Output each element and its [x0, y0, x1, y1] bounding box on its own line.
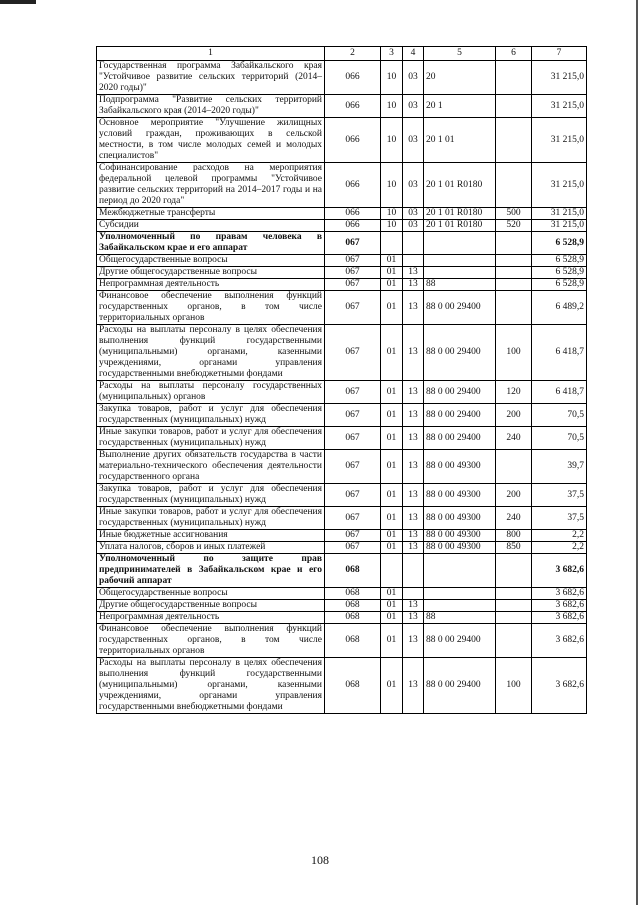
row-code-cell: 067	[325, 255, 381, 267]
row-expense-type-cell	[496, 255, 532, 267]
row-subsection-cell	[403, 255, 424, 267]
row-amount-cell: 6 418,7	[532, 325, 587, 381]
row-target-article-cell: 88 0 00 29400	[424, 404, 496, 427]
row-code-cell: 067	[325, 427, 381, 450]
row-expense-type-cell	[496, 279, 532, 291]
row-section-cell: 10	[381, 61, 403, 95]
row-expense-type-cell: 200	[496, 484, 532, 507]
row-subsection-cell	[403, 588, 424, 600]
table-row	[97, 554, 587, 588]
row-subsection-cell: 13	[403, 279, 424, 291]
row-amount-cell: 31 215,0	[532, 163, 587, 208]
header-col-6: 6	[496, 47, 532, 61]
page-number: 108	[311, 853, 329, 867]
row-section-cell: 01	[381, 291, 403, 325]
row-amount-cell: 37,5	[532, 484, 587, 507]
row-subsection-cell	[403, 554, 424, 588]
table-row	[97, 600, 587, 612]
page-edge	[636, 0, 638, 905]
row-code-cell: 067	[325, 404, 381, 427]
row-section-cell: 01	[381, 588, 403, 600]
row-code-cell: 067	[325, 484, 381, 507]
row-amount-cell: 3 682,6	[532, 588, 587, 600]
row-section-cell: 01	[381, 279, 403, 291]
header-row	[97, 47, 587, 61]
table-row	[97, 95, 587, 118]
row-name-cell: Подпрограмма "Развитие сельских территорий Забайкальского края (2014–2020 годы)"	[97, 95, 325, 118]
row-subsection-cell: 13	[403, 624, 424, 658]
table-row	[97, 530, 587, 542]
row-code-cell: 066	[325, 163, 381, 208]
row-target-article-cell: 88 0 00 49300	[424, 507, 496, 530]
row-name-cell: Другие общегосударственные вопросы	[97, 600, 325, 612]
row-expense-type-cell: 500	[496, 208, 532, 220]
row-subsection-cell: 13	[403, 404, 424, 427]
row-section-cell: 01	[381, 381, 403, 404]
row-amount-cell: 6 528,9	[532, 279, 587, 291]
row-target-article-cell	[424, 255, 496, 267]
table-row	[97, 208, 587, 220]
row-code-cell: 066	[325, 208, 381, 220]
table-row	[97, 624, 587, 658]
row-target-article-cell: 88 0 00 49300	[424, 450, 496, 484]
row-subsection-cell: 03	[403, 163, 424, 208]
table-row	[97, 220, 587, 232]
row-subsection-cell: 13	[403, 291, 424, 325]
row-name-cell: Непрограммная деятельность	[97, 612, 325, 624]
row-expense-type-cell	[496, 624, 532, 658]
row-expense-type-cell: 100	[496, 658, 532, 714]
row-code-cell: 068	[325, 588, 381, 600]
row-amount-cell: 2,2	[532, 542, 587, 554]
row-name-cell: Другие общегосударственные вопросы	[97, 267, 325, 279]
header-col-4: 4	[403, 47, 424, 61]
row-subsection-cell: 13	[403, 600, 424, 612]
row-section-cell: 01	[381, 325, 403, 381]
row-expense-type-cell: 100	[496, 325, 532, 381]
row-expense-type-cell	[496, 291, 532, 325]
table-row	[97, 279, 587, 291]
row-section-cell: 01	[381, 255, 403, 267]
row-expense-type-cell: 800	[496, 530, 532, 542]
row-target-article-cell: 20 1 01 R0180	[424, 208, 496, 220]
row-section-cell: 01	[381, 612, 403, 624]
row-amount-cell: 6 528,9	[532, 255, 587, 267]
row-name-cell: Финансовое обеспечение выполнения функций государственных органов, в том числе территориальных органов	[97, 624, 325, 658]
row-section-cell: 01	[381, 427, 403, 450]
header-col-5: 5	[424, 47, 496, 61]
row-expense-type-cell: 240	[496, 507, 532, 530]
row-expense-type-cell: 520	[496, 220, 532, 232]
row-subsection-cell: 13	[403, 612, 424, 624]
table-row	[97, 450, 587, 484]
row-amount-cell: 70,5	[532, 404, 587, 427]
row-target-article-cell: 88 0 00 49300	[424, 530, 496, 542]
row-name-cell: Закупка товаров, работ и услуг для обеспечения государственных (муниципальных) нужд	[97, 484, 325, 507]
header-col-2: 2	[325, 47, 381, 61]
row-section-cell: 10	[381, 95, 403, 118]
row-subsection-cell: 03	[403, 208, 424, 220]
row-target-article-cell: 88 0 00 29400	[424, 291, 496, 325]
row-code-cell: 067	[325, 530, 381, 542]
row-expense-type-cell: 200	[496, 404, 532, 427]
row-code-cell: 067	[325, 267, 381, 279]
row-name-cell: Уполномоченный по правам человека в Забайкальском крае и его аппарат	[97, 232, 325, 255]
row-subsection-cell: 13	[403, 325, 424, 381]
row-section-cell: 01	[381, 450, 403, 484]
row-code-cell: 067	[325, 542, 381, 554]
row-expense-type-cell	[496, 612, 532, 624]
row-section-cell: 01	[381, 624, 403, 658]
row-section-cell: 10	[381, 220, 403, 232]
row-expense-type-cell	[496, 95, 532, 118]
row-target-article-cell: 88	[424, 279, 496, 291]
row-section-cell: 01	[381, 600, 403, 612]
row-name-cell: Иные бюджетные ассигнования	[97, 530, 325, 542]
row-section-cell: 01	[381, 542, 403, 554]
row-section-cell	[381, 232, 403, 255]
row-target-article-cell	[424, 232, 496, 255]
row-subsection-cell: 13	[403, 427, 424, 450]
table-row	[97, 61, 587, 95]
row-code-cell: 068	[325, 554, 381, 588]
row-code-cell: 067	[325, 381, 381, 404]
row-section-cell: 01	[381, 404, 403, 427]
row-target-article-cell: 88 0 00 29400	[424, 624, 496, 658]
table-row	[97, 381, 587, 404]
row-name-cell: Расходы на выплаты персоналу государственных (муниципальных) органов	[97, 381, 325, 404]
budget-table	[96, 46, 587, 714]
table-row	[97, 291, 587, 325]
row-target-article-cell: 20	[424, 61, 496, 95]
row-target-article-cell: 88 0 00 29400	[424, 658, 496, 714]
row-section-cell: 10	[381, 208, 403, 220]
row-amount-cell: 3 682,6	[532, 658, 587, 714]
row-subsection-cell: 03	[403, 61, 424, 95]
row-amount-cell: 6 528,9	[532, 232, 587, 255]
row-amount-cell: 39,7	[532, 450, 587, 484]
row-code-cell: 067	[325, 507, 381, 530]
row-subsection-cell: 03	[403, 220, 424, 232]
table-row	[97, 507, 587, 530]
row-code-cell: 068	[325, 624, 381, 658]
row-amount-cell: 31 215,0	[532, 118, 587, 163]
row-section-cell	[381, 554, 403, 588]
row-section-cell: 01	[381, 658, 403, 714]
row-expense-type-cell: 120	[496, 381, 532, 404]
table-row	[97, 255, 587, 267]
row-expense-type-cell	[496, 267, 532, 279]
row-subsection-cell: 13	[403, 267, 424, 279]
row-name-cell: Субсидии	[97, 220, 325, 232]
row-subsection-cell: 13	[403, 450, 424, 484]
table-row	[97, 484, 587, 507]
row-expense-type-cell	[496, 450, 532, 484]
row-code-cell: 067	[325, 232, 381, 255]
row-target-article-cell: 20 1	[424, 95, 496, 118]
row-code-cell: 068	[325, 658, 381, 714]
table-row	[97, 612, 587, 624]
row-expense-type-cell	[496, 588, 532, 600]
row-target-article-cell: 88 0 00 29400	[424, 381, 496, 404]
row-section-cell: 01	[381, 507, 403, 530]
row-target-article-cell: 88 0 00 49300	[424, 542, 496, 554]
row-target-article-cell	[424, 600, 496, 612]
row-subsection-cell: 13	[403, 381, 424, 404]
row-section-cell: 10	[381, 118, 403, 163]
row-expense-type-cell	[496, 232, 532, 255]
row-code-cell: 066	[325, 61, 381, 95]
row-code-cell: 067	[325, 325, 381, 381]
row-target-article-cell: 88 0 00 29400	[424, 427, 496, 450]
row-section-cell: 01	[381, 484, 403, 507]
row-target-article-cell: 20 1 01	[424, 118, 496, 163]
row-code-cell: 066	[325, 220, 381, 232]
row-amount-cell: 6 418,7	[532, 381, 587, 404]
table-row	[97, 325, 587, 381]
row-amount-cell: 3 682,6	[532, 612, 587, 624]
row-expense-type-cell	[496, 118, 532, 163]
row-subsection-cell: 13	[403, 530, 424, 542]
row-amount-cell: 2,2	[532, 530, 587, 542]
row-name-cell: Закупка товаров, работ и услуг для обеспечения государственных (муниципальных) нужд	[97, 404, 325, 427]
row-expense-type-cell: 850	[496, 542, 532, 554]
row-amount-cell: 3 682,6	[532, 624, 587, 658]
header-col-1: 1	[97, 47, 325, 61]
row-name-cell: Софинансирование расходов на мероприятия федеральной целевой программы "Устойчивое развитие сельских территорий на 2014–2017 годы и на период до 2020 года"	[97, 163, 325, 208]
row-amount-cell: 3 682,6	[532, 554, 587, 588]
table-row	[97, 404, 587, 427]
row-name-cell: Межбюджетные трансферты	[97, 208, 325, 220]
row-name-cell: Основное мероприятие "Улучшение жилищных условий граждан, проживающих в сельской местности, в том числе молодых семей и молодых специалистов"	[97, 118, 325, 163]
row-section-cell: 01	[381, 530, 403, 542]
row-subsection-cell: 13	[403, 484, 424, 507]
table-row	[97, 542, 587, 554]
row-amount-cell: 31 215,0	[532, 95, 587, 118]
row-target-article-cell	[424, 267, 496, 279]
row-name-cell: Общегосударственные вопросы	[97, 588, 325, 600]
row-expense-type-cell	[496, 163, 532, 208]
row-name-cell: Уплата налогов, сборов и иных платежей	[97, 542, 325, 554]
row-name-cell: Расходы на выплаты персоналу в целях обеспечения выполнения функций государственными (муниципальными) органами, казенными учреждениями, органами управления государственными внебюджетными фондами	[97, 658, 325, 714]
row-target-article-cell: 88 0 00 29400	[424, 325, 496, 381]
row-name-cell: Иные закупки товаров, работ и услуг для обеспечения государственных (муниципальных) нужд	[97, 427, 325, 450]
scan-mark	[0, 0, 36, 4]
table-row	[97, 588, 587, 600]
row-expense-type-cell	[496, 554, 532, 588]
row-target-article-cell: 20 1 01 R0180	[424, 220, 496, 232]
row-amount-cell: 31 215,0	[532, 220, 587, 232]
row-subsection-cell: 03	[403, 118, 424, 163]
row-subsection-cell: 13	[403, 658, 424, 714]
table-row	[97, 232, 587, 255]
row-amount-cell: 3 682,6	[532, 600, 587, 612]
row-expense-type-cell	[496, 600, 532, 612]
row-name-cell: Общегосударственные вопросы	[97, 255, 325, 267]
row-amount-cell: 31 215,0	[532, 208, 587, 220]
row-subsection-cell: 13	[403, 542, 424, 554]
row-target-article-cell: 88	[424, 612, 496, 624]
row-section-cell: 01	[381, 267, 403, 279]
row-code-cell: 067	[325, 450, 381, 484]
row-subsection-cell: 13	[403, 507, 424, 530]
header-col-7: 7	[532, 47, 587, 61]
row-name-cell: Уполномоченный по защите прав предпринимателей в Забайкальском крае и его рабочий аппарат	[97, 554, 325, 588]
row-target-article-cell	[424, 588, 496, 600]
row-target-article-cell: 88 0 00 49300	[424, 484, 496, 507]
row-code-cell: 068	[325, 612, 381, 624]
row-amount-cell: 6 489,2	[532, 291, 587, 325]
row-code-cell: 066	[325, 118, 381, 163]
header-col-3: 3	[381, 47, 403, 61]
row-section-cell: 10	[381, 163, 403, 208]
table-row	[97, 267, 587, 279]
row-name-cell: Расходы на выплаты персоналу в целях обеспечения выполнения функций государственными (муниципальными) органами, казенными учреждениями, органами управления государственными внебюджетными фондами	[97, 325, 325, 381]
row-amount-cell: 6 528,9	[532, 267, 587, 279]
row-expense-type-cell: 240	[496, 427, 532, 450]
table-row	[97, 658, 587, 714]
table-row	[97, 163, 587, 208]
row-code-cell: 066	[325, 95, 381, 118]
row-name-cell: Иные закупки товаров, работ и услуг для обеспечения государственных (муниципальных) нужд	[97, 507, 325, 530]
row-subsection-cell: 03	[403, 95, 424, 118]
row-code-cell: 067	[325, 279, 381, 291]
row-target-article-cell: 20 1 01 R0180	[424, 163, 496, 208]
table-row	[97, 427, 587, 450]
row-amount-cell: 31 215,0	[532, 61, 587, 95]
row-target-article-cell	[424, 554, 496, 588]
row-expense-type-cell	[496, 61, 532, 95]
row-amount-cell: 70,5	[532, 427, 587, 450]
row-amount-cell: 37,5	[532, 507, 587, 530]
row-subsection-cell	[403, 232, 424, 255]
row-code-cell: 068	[325, 600, 381, 612]
row-name-cell: Финансовое обеспечение выполнения функций государственных органов, в том числе территориальных органов	[97, 291, 325, 325]
row-name-cell: Государственная программа Забайкальского края "Устойчивое развитие сельских территорий (2014–2020 годы)"	[97, 61, 325, 95]
row-code-cell: 067	[325, 291, 381, 325]
row-name-cell: Выполнение других обязательств государства в части материально-технического обеспечения деятельности государственного органа	[97, 450, 325, 484]
table-row	[97, 118, 587, 163]
row-name-cell: Непрограммная деятельность	[97, 279, 325, 291]
